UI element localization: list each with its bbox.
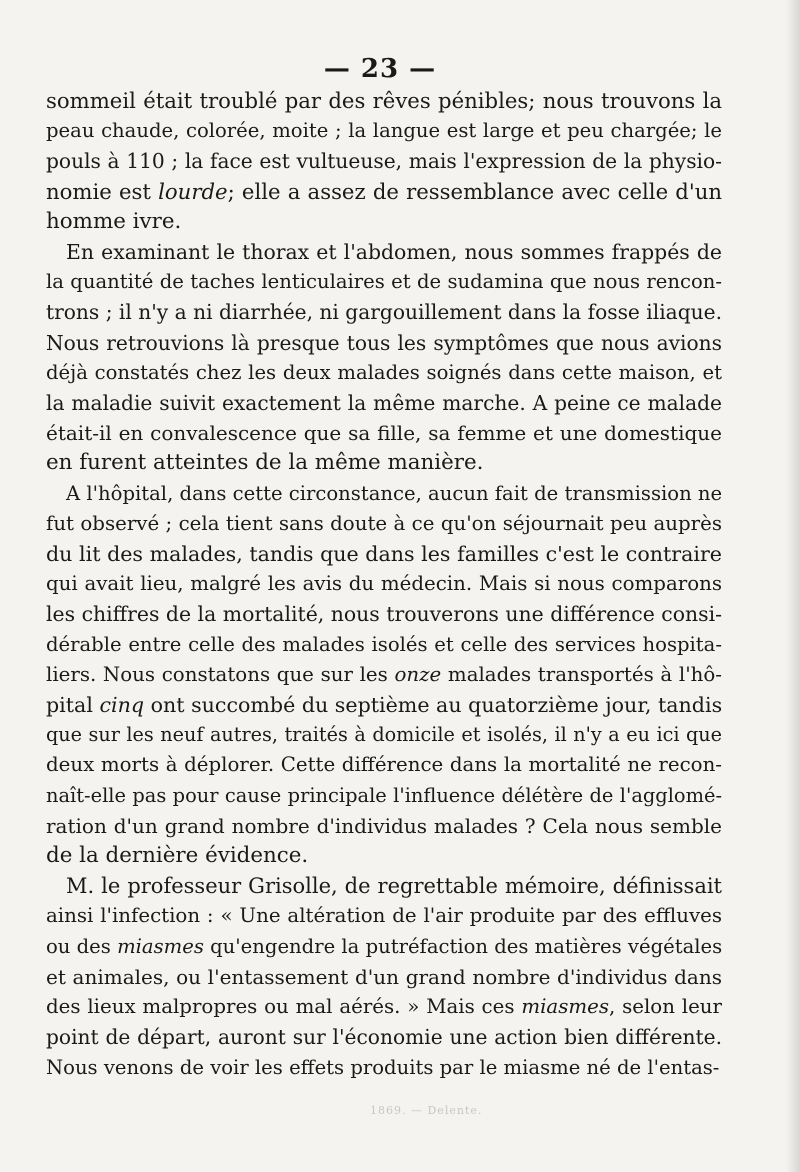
text-line: Nous venons de voir les effets produits par le miasme né de l'entas- (46, 1055, 720, 1079)
text-line: nomie est lourde; elle a assez de ressemblance avec celle d'un (46, 178, 722, 204)
text-line: pital cinq ont succombé du septième au quatorzième jour, tandis (46, 693, 723, 718)
text-line: ainsi l'infection : « Une altération de l'air produite par des effluves (46, 904, 722, 928)
page-number: — 23 — (323, 54, 437, 84)
text-line: A l'hôpital, dans cette circonstance, aucun fait de transmission ne (66, 481, 723, 505)
paragraph (46, 479, 722, 872)
text-line: liers. Nous constatons que sur les onze malades transportés à l'hô- (46, 662, 722, 686)
body-text (46, 86, 722, 1083)
text-line: ration d'un grand nombre d'individus malades ? Cela nous semble (46, 813, 722, 838)
text-line: fut observé ; cela tient sans doute à ce qu'on séjournait peu auprès (46, 511, 722, 535)
text-line: du lit des malades, tandis que dans les familles c'est le contraire (46, 542, 722, 567)
text-line: deux morts à déplorer. Cette différence dans la mortalité ne recon- (46, 753, 722, 777)
paragraph (46, 871, 722, 1082)
text-line: ou des miasmes qu'engendre la putréfaction des matières végétales (46, 934, 723, 958)
paragraph (46, 86, 722, 237)
text-line: Nous retrouvions là presque tous les symptômes que nous avions (46, 330, 722, 355)
text-line: de la dernière évidence. (46, 843, 309, 869)
text-line: qui avait lieu, malgré les avis du médecin. Mais si nous comparons (46, 572, 722, 596)
text-line: la maladie suivit exactement la même marche. A peine ce malade (46, 391, 722, 416)
text-line: était-il en convalescence que sa fille, sa femme et une domestique (46, 421, 722, 446)
text-line: homme ivre. (46, 208, 182, 234)
text-line: que sur les neuf autres, traités à domicile et isolés, il n'y a eu ici que (46, 723, 722, 747)
text-line: En examinant le thorax et l'abdomen, nous sommes frappés de (66, 240, 722, 265)
text-line: sommeil était troublé par des rêves pénibles; nous trouvons la (46, 88, 722, 113)
text-line: trons ; il n'y a ni diarrhée, ni gargouillement dans la fosse iliaque. (46, 300, 722, 325)
text-line: déjà constatés chez les deux malades soignés dans cette maison, et (46, 360, 722, 384)
faint-footer-mark: 1869. — Delente. (370, 1104, 483, 1117)
text-line: pouls à 110 ; la face est vultueuse, mais l'expression de la physio- (46, 149, 722, 174)
paragraph (46, 237, 722, 479)
text-line: peau chaude, colorée, moite ; la langue est large et peu chargée; le (46, 119, 722, 143)
text-line: point de départ, auront sur l'économie une action bien différente. (46, 1025, 722, 1050)
text-line: les chiffres de la mortalité, nous trouverons une différence consi- (46, 602, 722, 627)
text-line: dérable entre celle des malades isolés et celle des services hospita- (46, 632, 722, 656)
text-line: en furent atteintes de la même manière. (46, 450, 484, 476)
text-line: des lieux malpropres ou mal aérés. » Mais ces miasmes, selon leur (46, 995, 722, 1019)
page-edge-shadow (786, 0, 800, 1172)
text-line: M. le professeur Grisolle, de regrettable mémoire, définissait (66, 874, 722, 899)
text-line: et animales, ou l'entassement d'un grand nombre d'individus dans (46, 964, 722, 989)
text-line: la quantité de taches lenticulaires et de sudamina que nous rencon- (46, 270, 722, 294)
text-line: naît-elle pas pour cause principale l'influence délétère de l'agglomé- (46, 783, 722, 807)
